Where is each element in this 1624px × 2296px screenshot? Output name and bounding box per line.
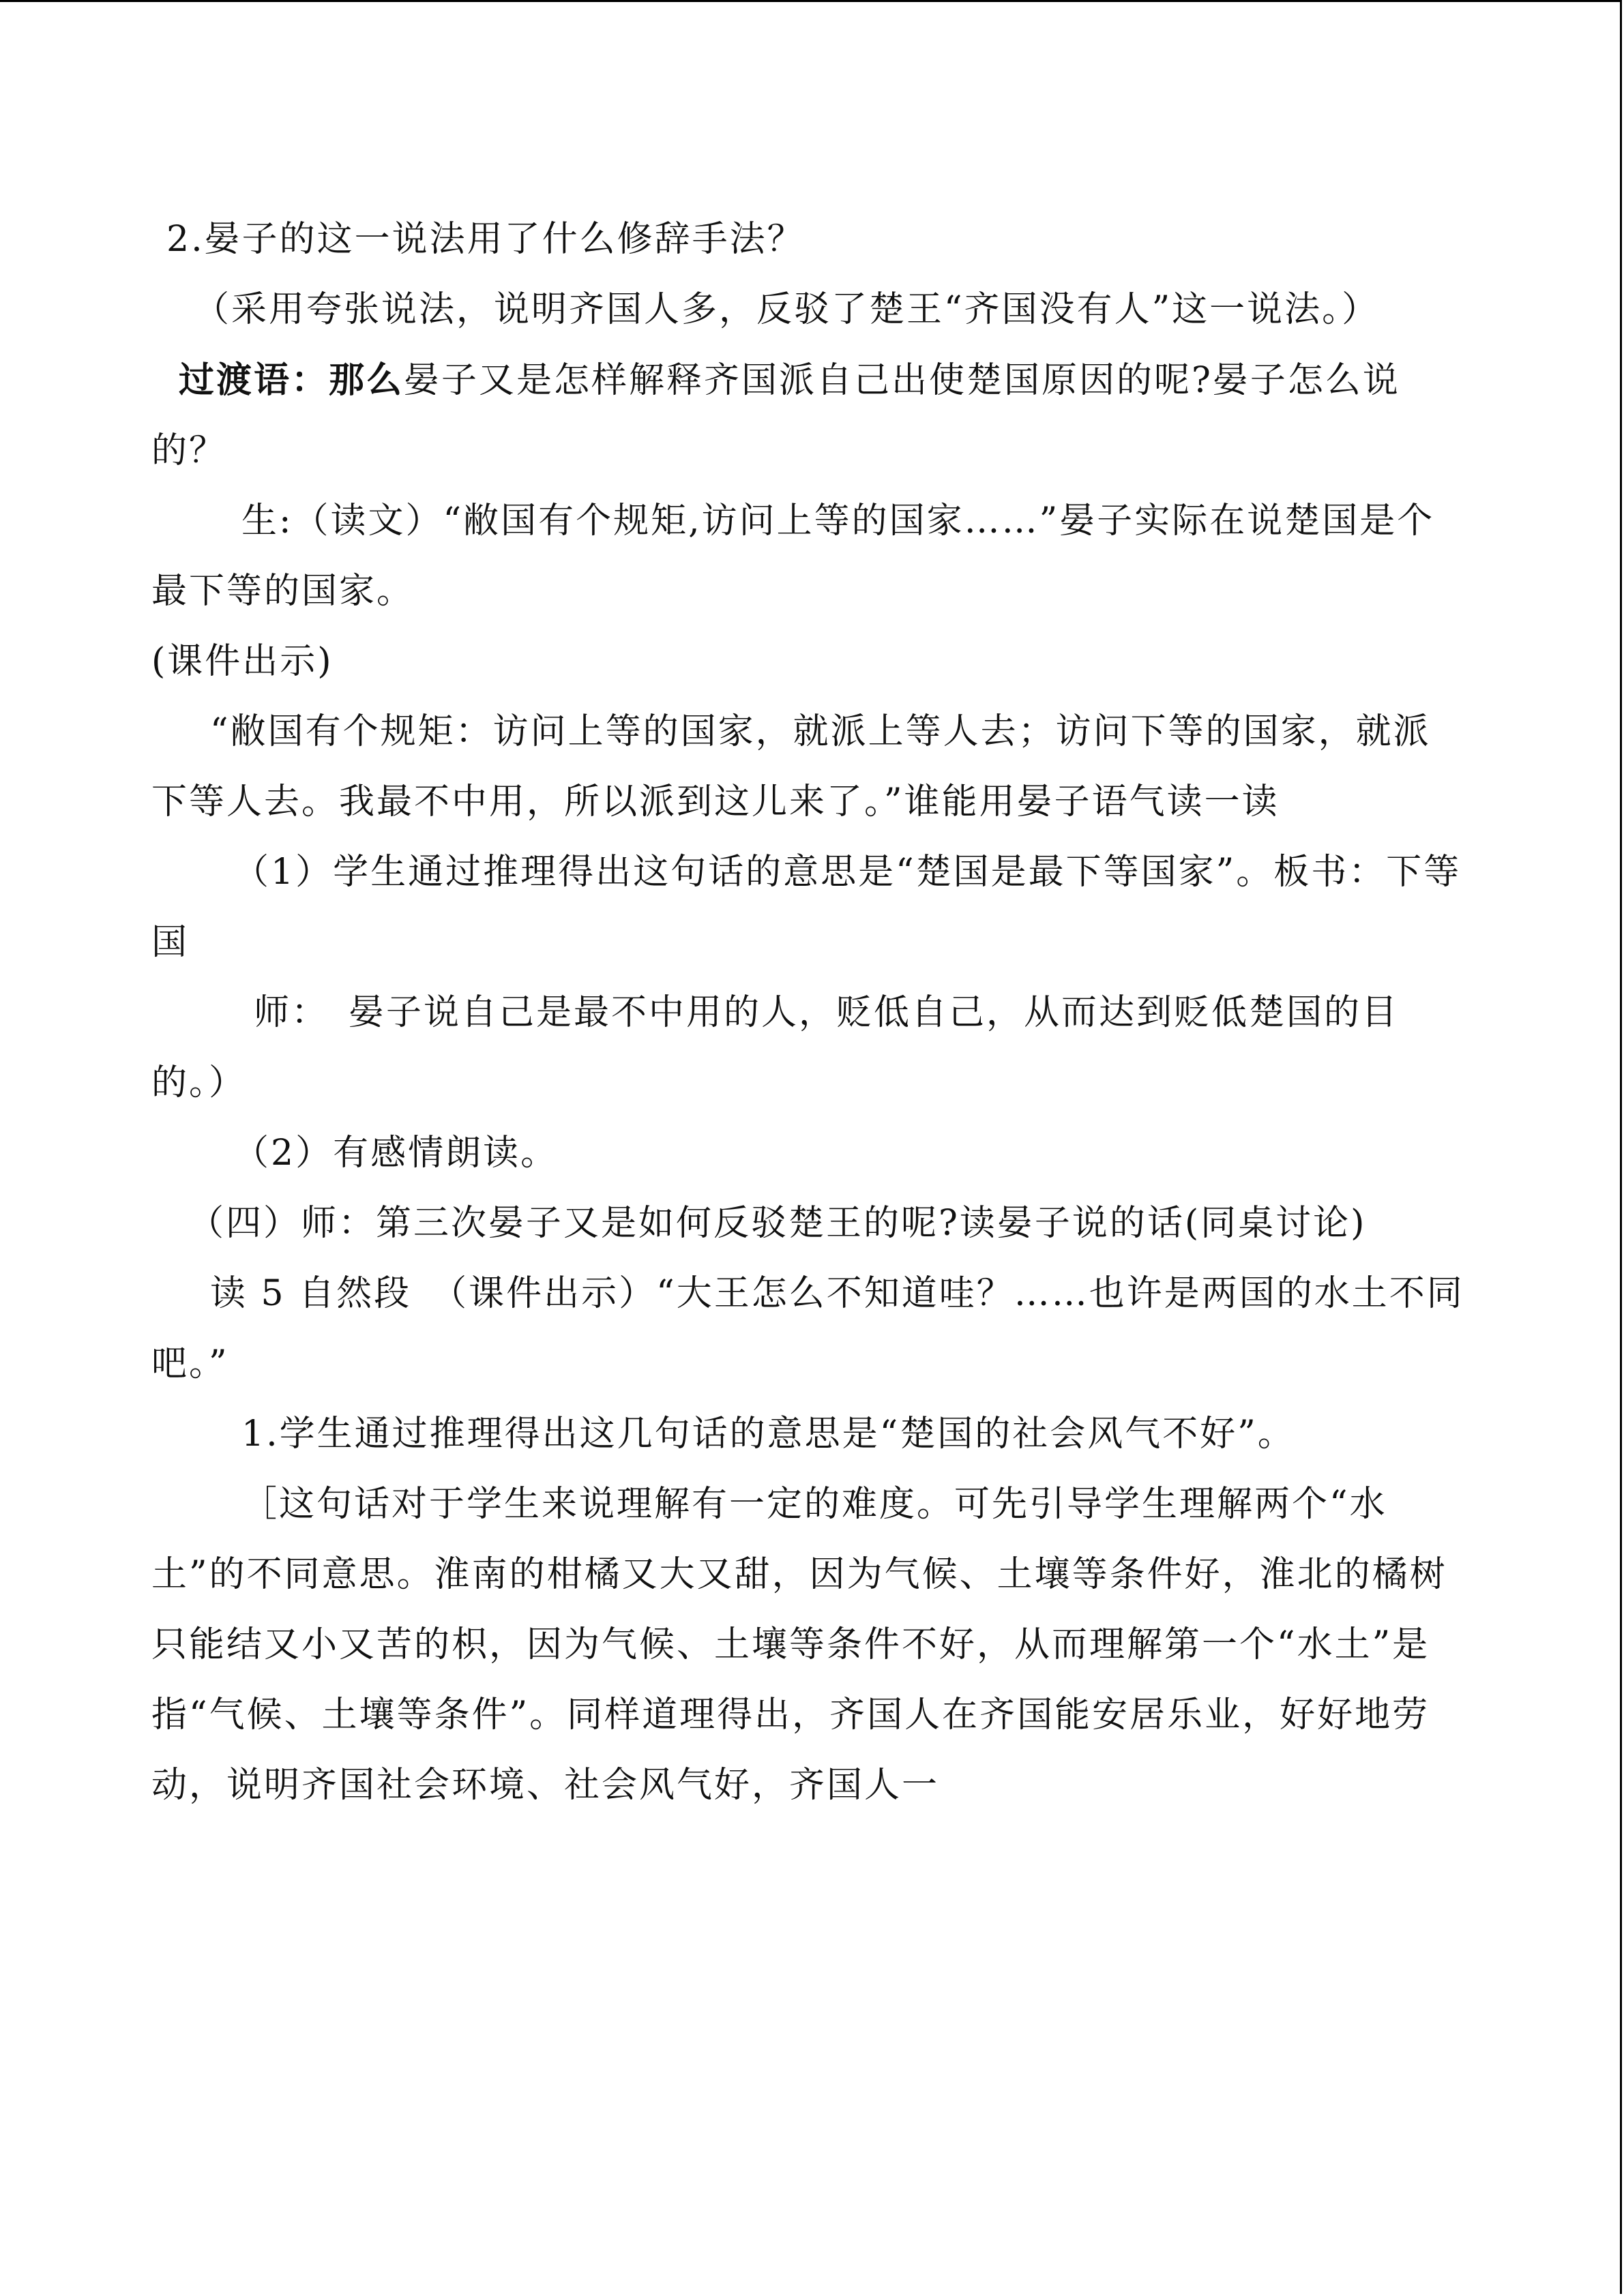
transition-paragraph — [151, 345, 1468, 486]
transition-text: 晏子又是怎样解释齐国派自己出使楚国原因的呢?晏子怎么说的？ — [151, 360, 1400, 471]
document-body — [151, 205, 1468, 1821]
section-four: （四）师：第三次晏子又是如何反驳楚王的呢?读晏子说的话(同桌讨论) — [188, 1203, 1367, 1244]
step-1-reasoning: （1）学生通过推理得出这句话的意思是“楚国是最下等国家”。板书：下等国 — [151, 852, 1462, 963]
student-reading: 生:（读文）“敝国有个规矩,访问上等的国家……”晏子实际在说楚国是个最下等的国家。 — [151, 501, 1435, 612]
question-rhetoric: 2.晏子的这一说法用了什么修辞手法？ — [166, 219, 805, 260]
point-1-reasoning: 1.学生通过推理得出这几句话的意思是“楚国的社会风气不好”。 — [241, 1414, 1295, 1455]
answer-exaggeration: （采用夸张说法，说明齐国人多，反驳了楚王“齐国没有人”这一说法。） — [194, 289, 1380, 330]
quote-rule: “敝国有个规矩：访问上等的国家，就派上等人去；访问下等的国家，就派下等人去。我最不中用，所以派到这儿来了。”谁能用晏子语气读一读 — [151, 711, 1431, 822]
transition-label: 过渡语：那么 — [179, 359, 404, 401]
courseware-note: (课件出示) — [151, 641, 334, 682]
step-2-reading: （2）有感情朗读。 — [233, 1133, 559, 1174]
paragraph-5-reading: 读 5 自然段 （课件出示）“大王怎么不知道哇？……也许是两国的水土不同吧。” — [151, 1273, 1464, 1384]
teacher-comment: 师： 晏子说自己是最不中用的人，贬低自己，从而达到贬低楚国的目的。） — [151, 992, 1400, 1103]
water-soil-explanation: ［这句话对于学生来说理解有一定的难度。可先引导学生理解两个“水土”的不同意思。淮南的柑橘又大又甜，因为气候、土壤等条件好，淮北的橘树只能结又小又苦的枳，因为气候、土壤等条件不好，从而理解第一个“水土”是指“气候、土壤等条件”。同样道理得出，齐国人在齐国能安居乐业，好好地劳动，说明齐国社会环境、社会风气好，齐国人一 — [151, 1484, 1447, 1806]
